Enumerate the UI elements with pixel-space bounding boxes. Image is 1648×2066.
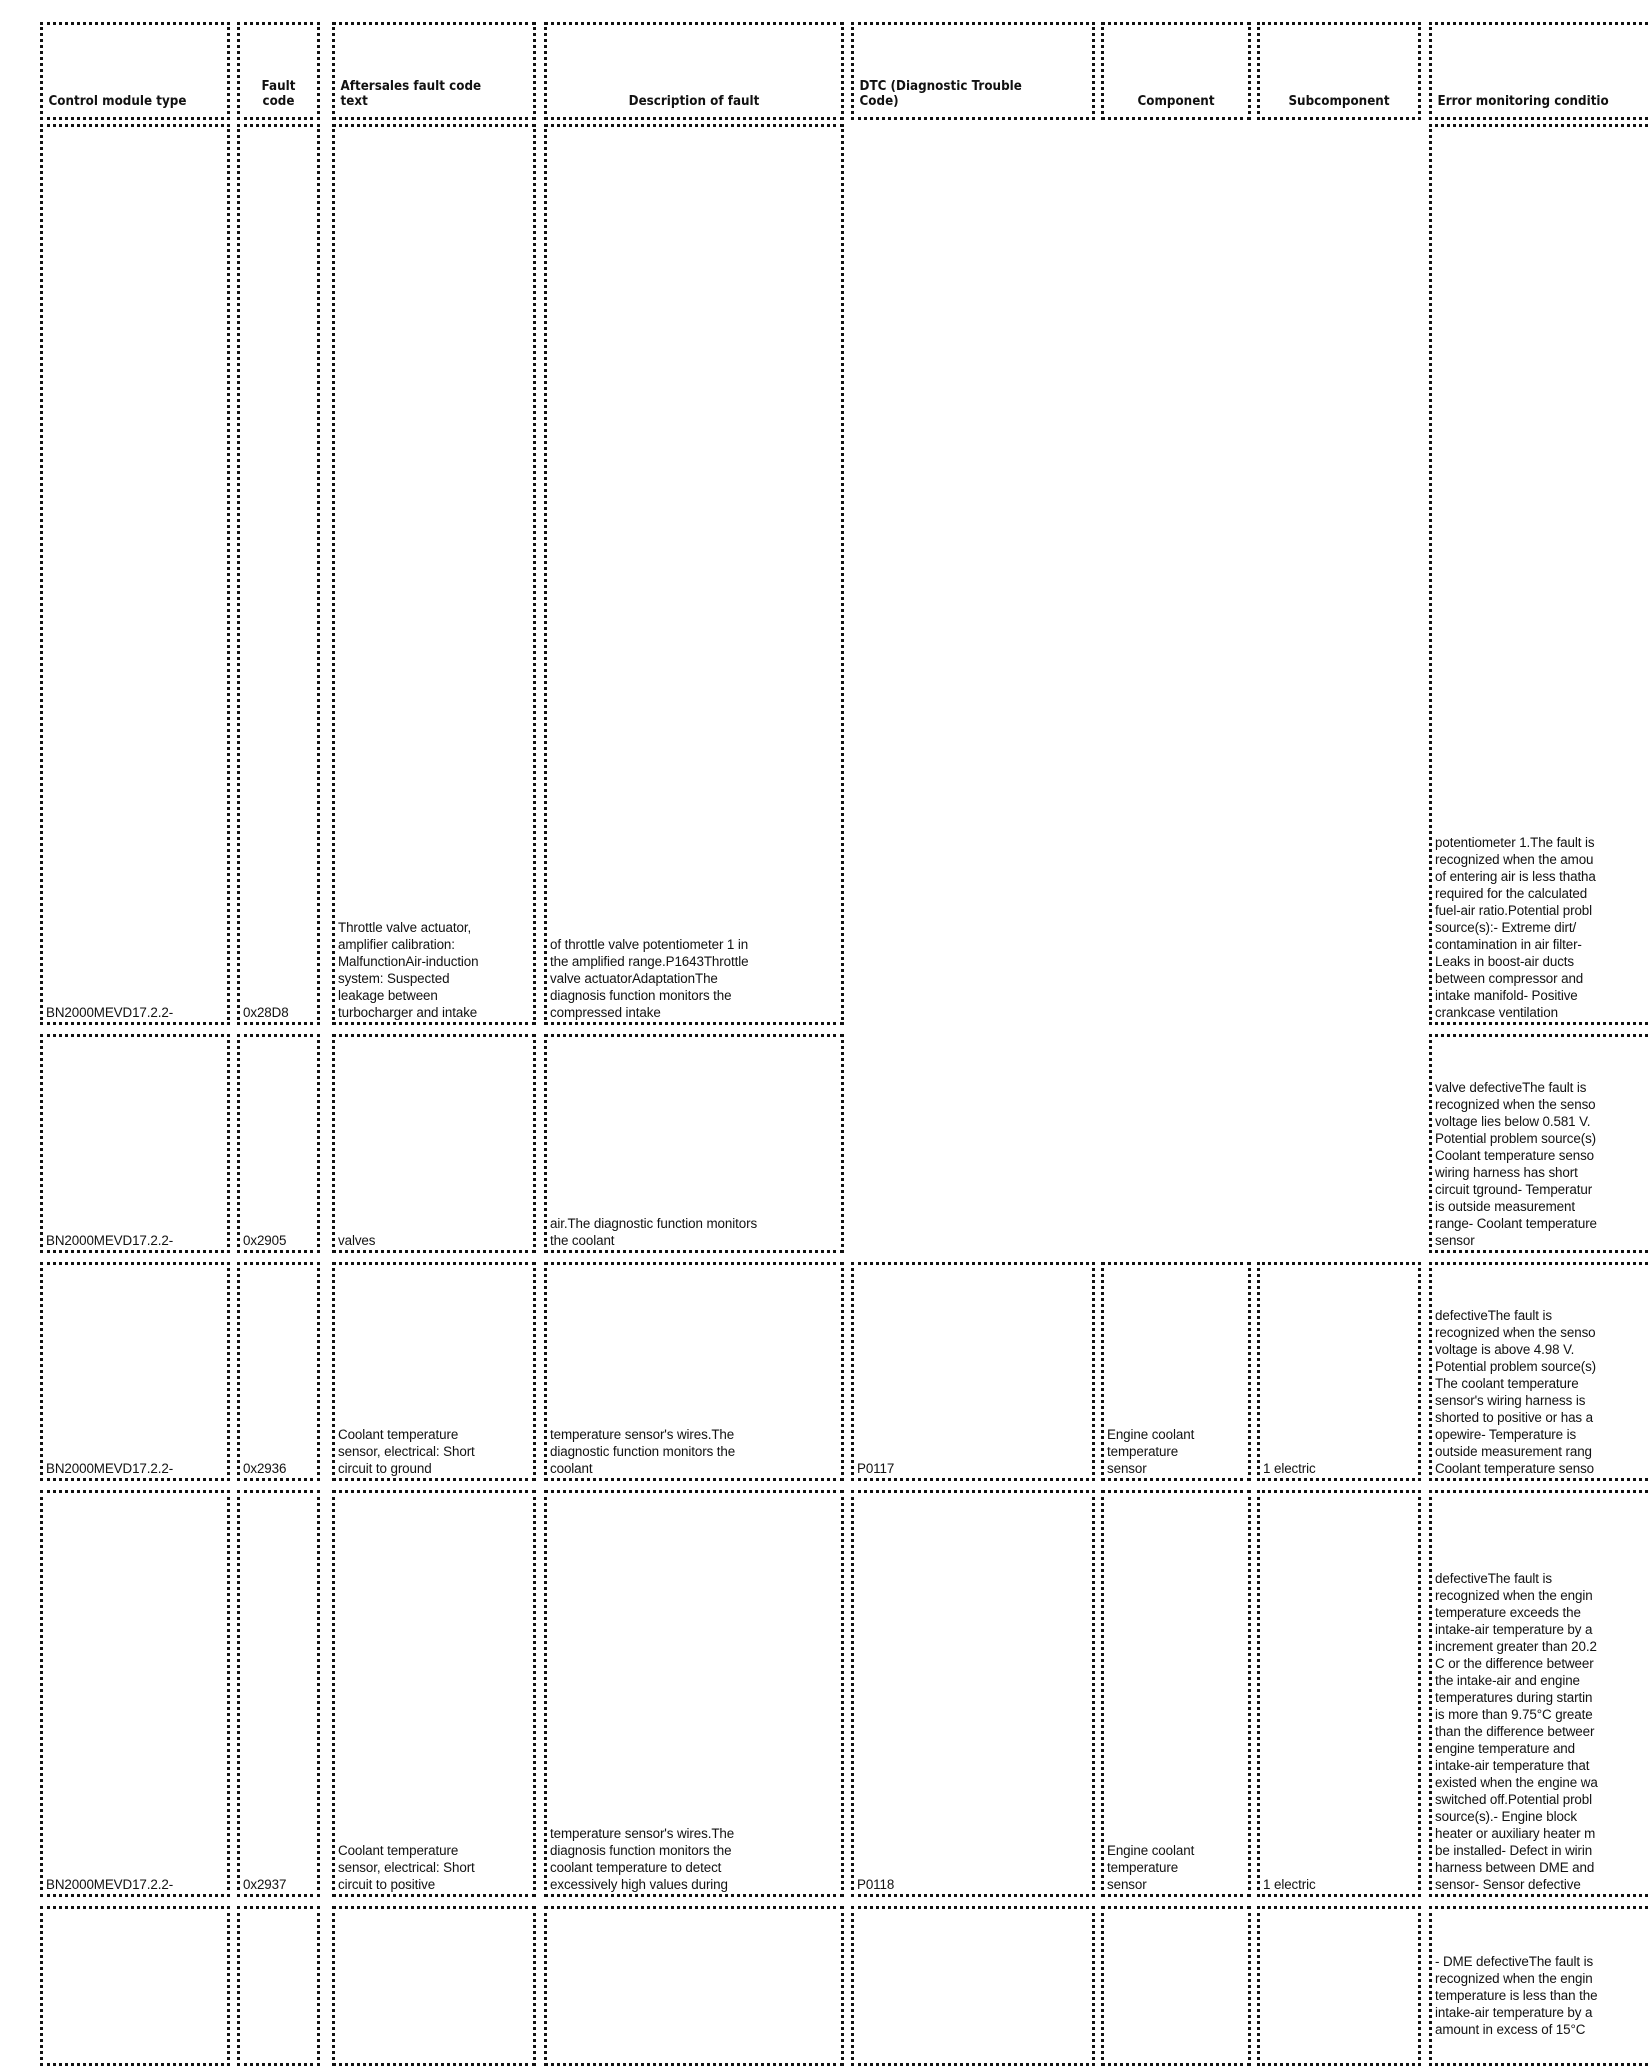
header-subcomponent-label: Subcomponent xyxy=(1288,94,1390,109)
header-fault-code-label: Fault code xyxy=(261,79,296,109)
table-row-2-description xyxy=(544,1034,844,1253)
fault-code-value: 0x2905 xyxy=(243,1233,287,1248)
table-row-4-dtc xyxy=(851,1490,1095,1897)
header-component xyxy=(1101,22,1251,120)
description-value: air.The diagnostic function monitors the coolant xyxy=(550,1216,758,1248)
table-row-3-module xyxy=(40,1262,230,1481)
fault-code-value: 0x28D8 xyxy=(243,1005,289,1020)
table-row-4-description xyxy=(544,1490,844,1897)
header-fault-code xyxy=(237,22,320,120)
table-row-4-aftersales xyxy=(332,1490,536,1897)
table-row-4-code xyxy=(237,1490,320,1897)
monitoring-value: valve defectiveThe fault is recognized when the senso voltage lies below 0.581 V. Potential problem source(s) Coolant temperature senso wiring harness has short circuit tground- Temperatur is outside measurement range- Coolant temperature sensor xyxy=(1435,1080,1597,1248)
table-row-5-description xyxy=(544,1906,844,2066)
dtc-value: P0118 xyxy=(857,1877,895,1892)
table-row-1-module xyxy=(40,124,230,1025)
dtc-value: P0117 xyxy=(857,1461,895,1476)
header-description xyxy=(544,22,844,120)
table-row-3-dtc xyxy=(851,1262,1095,1481)
module-type-value: BN2000MEVD17.2.2- xyxy=(46,1233,174,1248)
table-row-3-code xyxy=(237,1262,320,1481)
aftersales-text-value xyxy=(335,2062,533,2063)
monitoring-value: defectiveThe fault is recognized when the engin temperature exceeds the intake-air temperature by a increment greater than 20.2 C or the difference betweer the intake-air and engine temperatures during startin is more than 9.75°C greate than the difference betweer engine temperature and intake-air temperature that existed when the engine wa switched off.Potential probl source(s).- Engine block heater or auxiliary heater m be installed- Defect in wirin harness between DME and sensor- Sensor defective xyxy=(1435,1571,1598,1892)
fault-code-value xyxy=(240,2062,317,2063)
table-row-5-monitoring xyxy=(1429,1906,1648,2066)
table-row-1-aftersales xyxy=(332,124,536,1025)
aftersales-text-value: Coolant temperature sensor, electrical: Short circuit to positive xyxy=(338,1843,475,1892)
description-value xyxy=(547,2062,841,2063)
table-row-2-monitoring xyxy=(1429,1034,1648,1253)
table-row-4-subcomponent xyxy=(1257,1490,1421,1897)
header-dtc-label: DTC (Diagnostic Trouble Code) xyxy=(859,79,1022,109)
table-row-5-code xyxy=(237,1906,320,2066)
description-value: of throttle valve potentiometer 1 in the amplified range.P1643Throttle valve actuatorAdaptationThe diagnosis function monitors the compressed intake xyxy=(550,937,749,1020)
table-row-3-description xyxy=(544,1262,844,1481)
component-value: Engine coolant temperature sensor xyxy=(1107,1427,1195,1476)
header-error-monitoring-label: Error monitoring conditio xyxy=(1437,94,1609,109)
description-value: temperature sensor's wires.The diagnostic function monitors the coolant xyxy=(550,1427,736,1476)
table-row-5-dtc xyxy=(851,1906,1095,2066)
component-value xyxy=(1104,2062,1248,2063)
aftersales-text-value: valves xyxy=(338,1233,376,1248)
description-value: temperature sensor's wires.The diagnosis function monitors the coolant temperature to detect excessively high values during xyxy=(550,1826,735,1892)
module-type-value: BN2000MEVD17.2.2- xyxy=(46,1005,174,1020)
table-row-3-component xyxy=(1101,1262,1251,1481)
aftersales-text-value: Coolant temperature sensor, electrical: Short circuit to ground xyxy=(338,1427,475,1476)
component-value: Engine coolant temperature sensor xyxy=(1107,1843,1195,1892)
monitoring-value: defectiveThe fault is recognized when the senso voltage is above 4.98 V. Potential problem source(s) The coolant temperature sensor's wiring harness is shorted to positive or has a opewire- Temperature is outside measurement rang Coolant temperature senso xyxy=(1435,1308,1597,1476)
header-control-module-type xyxy=(40,22,230,120)
header-description-label: Description of fault xyxy=(628,94,760,109)
table-row-5-module xyxy=(40,1906,230,2066)
table-row-5-aftersales xyxy=(332,1906,536,2066)
header-subcomponent xyxy=(1257,22,1421,120)
header-dtc xyxy=(851,22,1095,120)
header-aftersales-text xyxy=(332,22,536,120)
table-row-2-module xyxy=(40,1034,230,1253)
table-row-4-component xyxy=(1101,1490,1251,1897)
module-type-value: BN2000MEVD17.2.2- xyxy=(46,1461,174,1476)
header-control-module-type-label: Control module type xyxy=(48,94,187,109)
table-row-3-subcomponent xyxy=(1257,1262,1421,1481)
dtc-value xyxy=(854,2062,1092,2063)
fault-code-value: 0x2937 xyxy=(243,1877,287,1892)
subcomponent-value xyxy=(1260,2062,1418,2063)
table-row-2-aftersales xyxy=(332,1034,536,1253)
monitoring-value: - DME defectiveThe fault is recognized when the engin temperature is less than the intake-air temperature by a amount in excess of 15°C xyxy=(1435,1954,1598,2037)
table-row-4-monitoring xyxy=(1429,1490,1648,1897)
table-row-2-code xyxy=(237,1034,320,1253)
subcomponent-value: 1 electric xyxy=(1263,1877,1316,1892)
table-row-5-component xyxy=(1101,1906,1251,2066)
subcomponent-value: 1 electric xyxy=(1263,1461,1316,1476)
table-row-5-subcomponent xyxy=(1257,1906,1421,2066)
module-type-value: BN2000MEVD17.2.2- xyxy=(46,1877,174,1892)
table-row-1-monitoring xyxy=(1429,124,1648,1025)
table-row-1-code xyxy=(237,124,320,1025)
header-aftersales-text-label: Aftersales fault code text xyxy=(340,79,482,109)
fault-code-value: 0x2936 xyxy=(243,1461,287,1476)
table-row-3-aftersales xyxy=(332,1262,536,1481)
table-row-1-description xyxy=(544,124,844,1025)
module-type-value xyxy=(43,2062,227,2063)
table-row-4-module xyxy=(40,1490,230,1897)
monitoring-value: potentiometer 1.The fault is recognized when the amou of entering air is less thatha required for the calculated fuel-air ratio.Potential probl source(s):- Extreme dirt/ contamination in air filter- Leaks in boost-air ducts between compressor and intake manifold- Positive crankcase ventilation xyxy=(1435,835,1596,1020)
header-component-label: Component xyxy=(1137,94,1215,109)
aftersales-text-value: Throttle valve actuator, amplifier calibration: MalfunctionAir-induction system: Suspected leakage between turbocharger and intake xyxy=(338,920,479,1020)
table-row-3-monitoring xyxy=(1429,1262,1648,1481)
header-error-monitoring xyxy=(1429,22,1648,120)
